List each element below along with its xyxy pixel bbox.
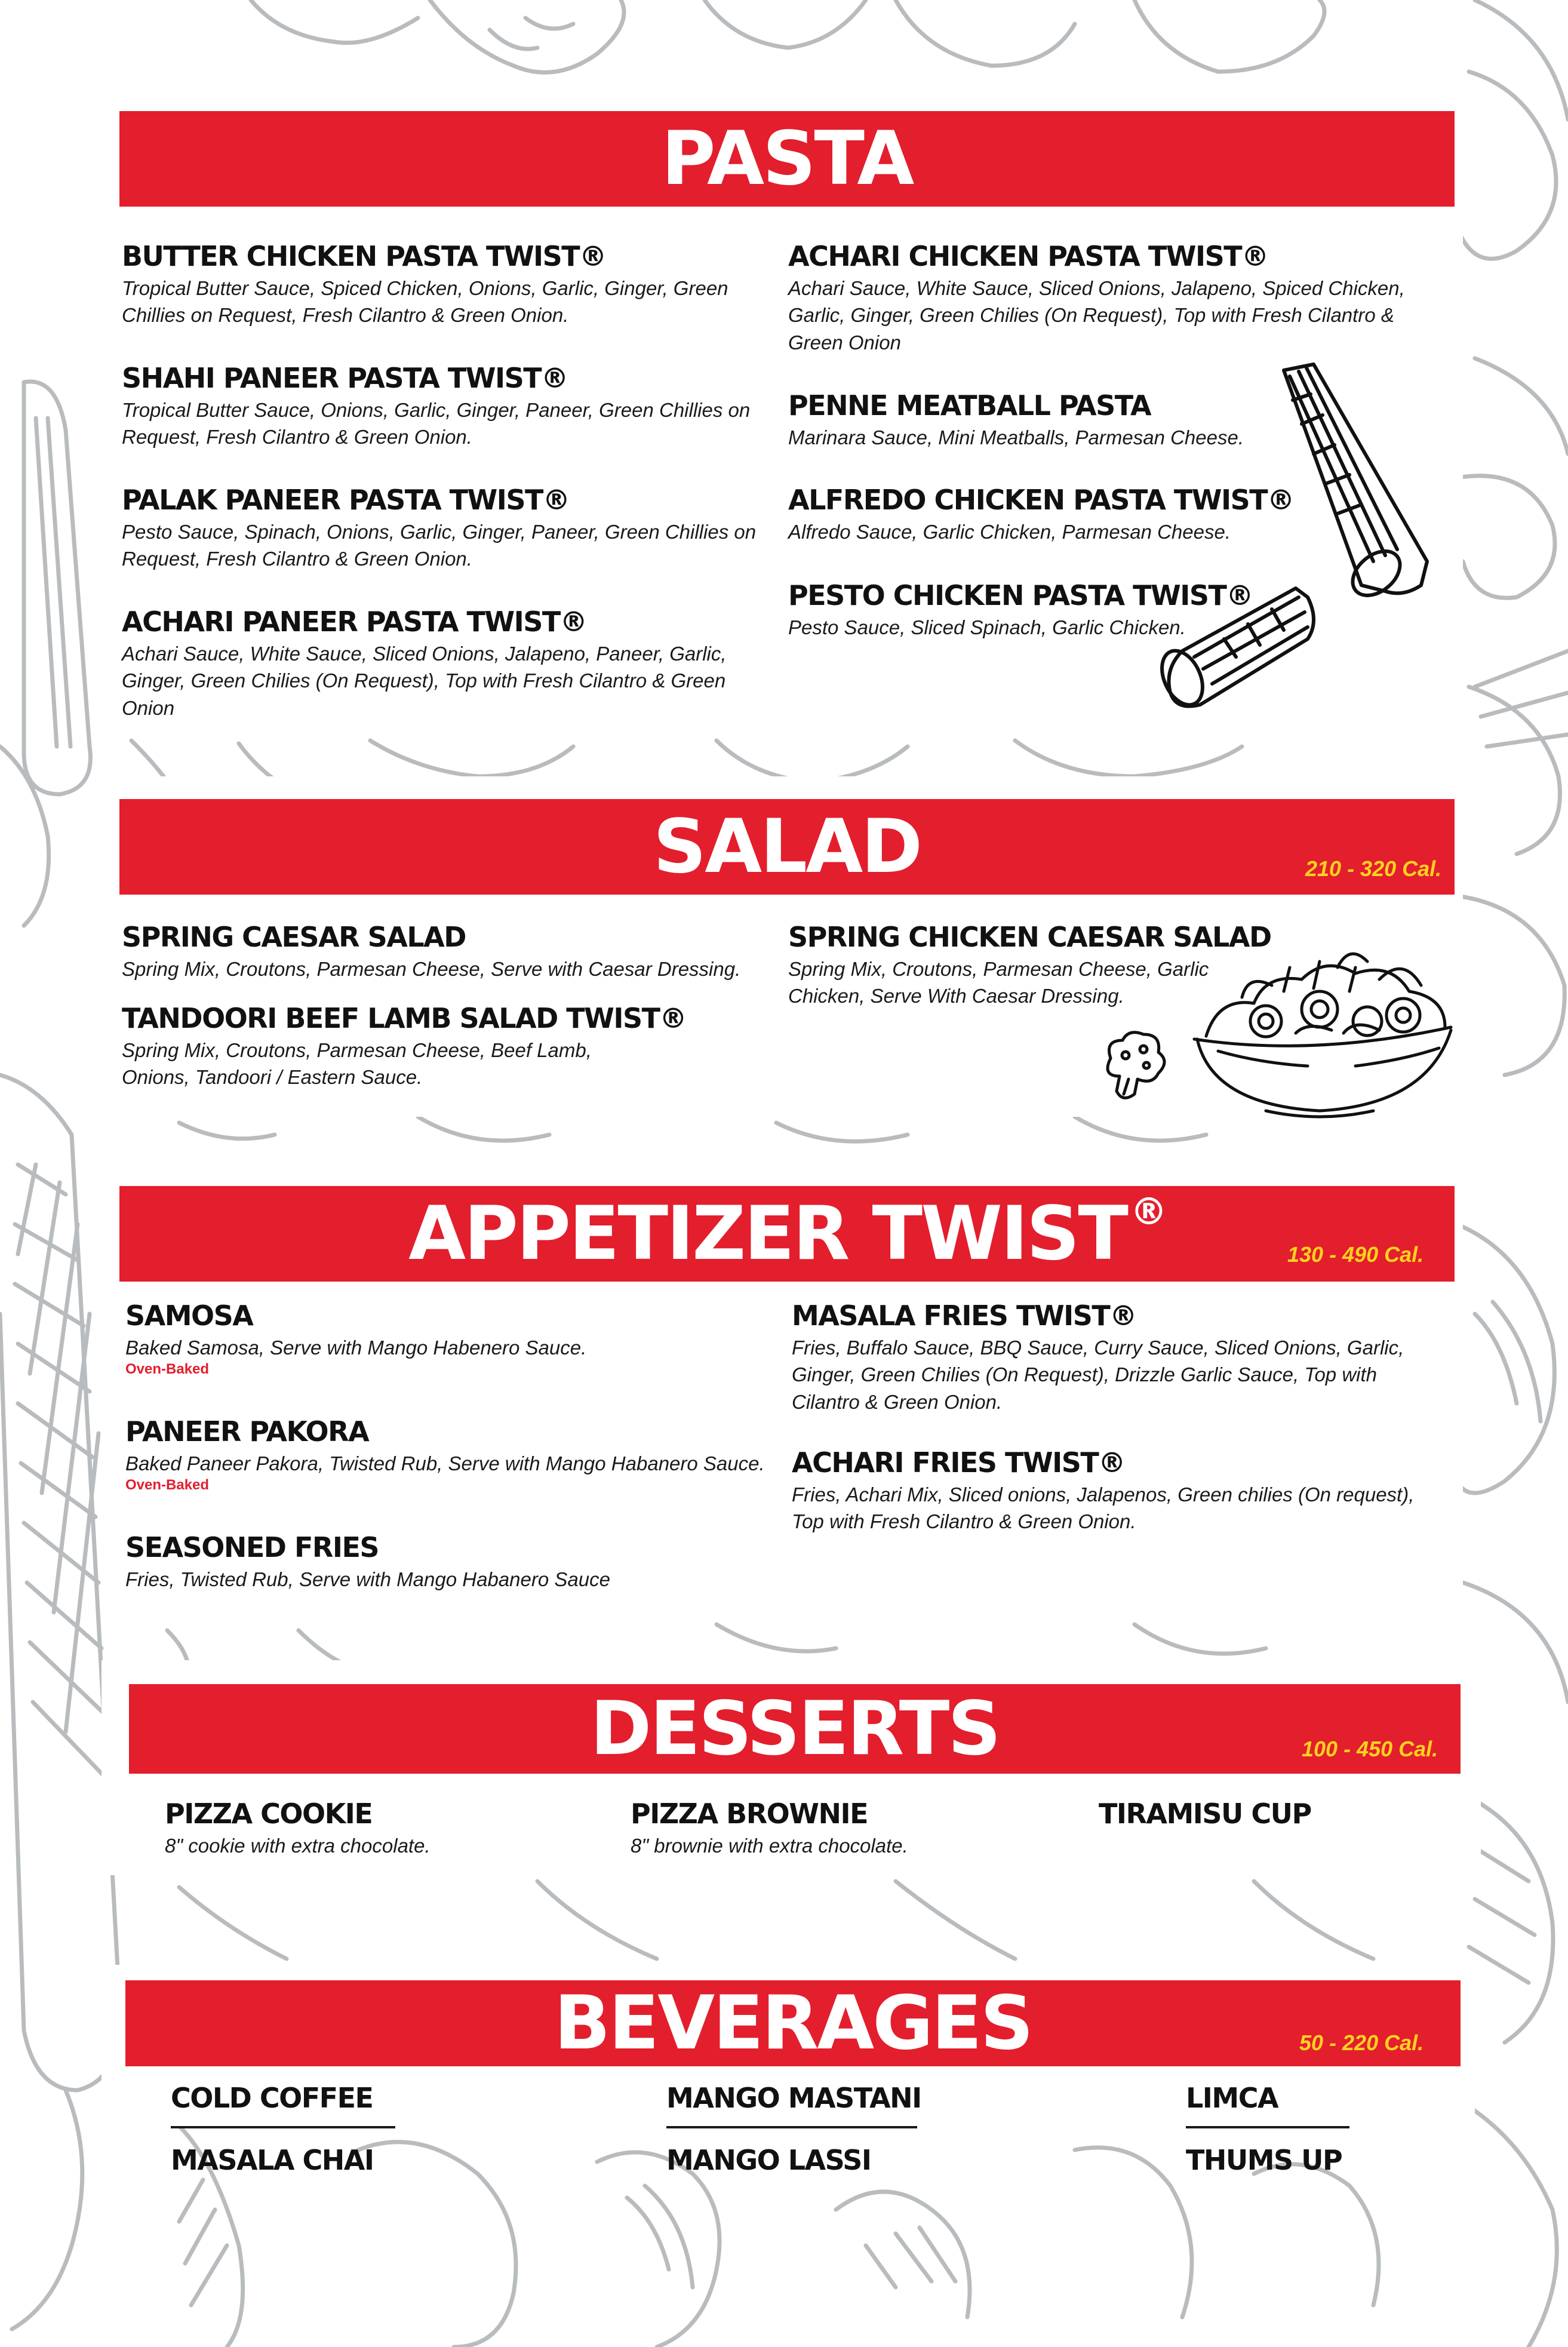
item-description: Pesto Sauce, Sliced Spinach, Garlic Chicken. [788,616,1186,638]
calorie-range: 210 - 320 Cal. [1305,856,1442,881]
item-name: SPRING CAESAR SALAD [122,921,466,953]
item-description: Fries, Achari Mix, Sliced onions, Jalapenos, Green chilies (On request), Top with Fresh Cilantro & Green Onion. [792,1483,1415,1533]
item-name: PENNE MEATBALL PASTA [788,389,1151,422]
item-name: ACHARI PANEER PASTA TWIST® [122,606,587,638]
penne-pasta-icon [1146,358,1445,729]
salad-banner [119,799,1455,895]
menu-item [1099,1799,1433,1830]
item-description: Tropical Butter Sauce, Onions, Garlic, Ginger, Paneer, Green Chillies on Request, Fresh Cilantro & Green Onion. [122,398,751,448]
menu-item [666,2145,871,2176]
item-name: THUMS UP [1186,2144,1342,2176]
section-title: DESSERTS [590,1686,1000,1772]
item-description: Marinara Sauce, Mini Meatballs, Parmesan Cheese. [788,426,1244,448]
menu-item [122,241,773,329]
menu-item [122,922,779,982]
beverages-banner [125,1980,1461,2066]
item-description: Alfredo Sauce, Garlic Chicken, Parmesan Cheese. [788,520,1231,543]
menu-item [125,1532,782,1593]
oven-baked-tag: Oven-Baked [125,1361,210,1378]
desserts-banner [129,1684,1461,1774]
item-name: SHAHI PANEER PASTA TWIST® [122,362,568,394]
section-title: SALAD [653,804,921,890]
item-description: Spring Mix, Croutons, Parmesan Cheese, Beef Lamb, Onions, Tandoori / Eastern Sauce. [122,1039,592,1089]
appetizer-banner [119,1186,1455,1282]
item-name: MANGO MASTANI [666,2082,921,2114]
item-description: Fries, Buffalo Sauce, BBQ Sauce, Curry Sauce, Sliced Onions, Garlic, Ginger, Green Chilies (On Request), Drizzle Garlic Sauce, Top with Cilantro & Green Onion. [792,1336,1404,1413]
item-name: MASALA CHAI [171,2144,374,2176]
item-description: 8" brownie with extra chocolate. [631,1834,908,1857]
menu-item [1186,2145,1342,2176]
menu-item [171,2145,374,2176]
menu-item [792,1448,1449,1535]
item-name: ALFREDO CHICKEN PASTA TWIST® [788,484,1294,516]
section-title: BEVERAGES [554,1980,1032,2066]
item-name: MANGO LASSI [666,2144,871,2176]
item-description: Spring Mix, Croutons, Parmesan Cheese, Serve with Caesar Dressing. [122,957,741,980]
oven-baked-tag: Oven-Baked [125,1477,210,1494]
menu-item [1186,2083,1278,2114]
divider [171,2126,395,2128]
section-title: PASTA [661,116,913,202]
item-description: Baked Samosa, Serve with Mango Habenero Sauce. [125,1336,587,1359]
item-name: TIRAMISU CUP [1099,1798,1311,1830]
menu-item [788,241,1433,356]
broccoli-icon [1087,1022,1176,1112]
calorie-range: 100 - 450 Cal. [1302,1737,1438,1761]
menu-item [792,1301,1449,1415]
item-description: Tropical Butter Sauce, Spiced Chicken, Onions, Garlic, Ginger, Green Chillies on Request, Fresh Cilantro & Green Onion. [122,277,728,327]
menu-item [122,1002,687,1091]
item-description: Achari Sauce, White Sauce, Sliced Onions, Jalapeno, Paneer, Garlic, Ginger, Green Chilies (On Request), Top with Fresh Cilantro & Green Onion [122,642,727,719]
item-name: ACHARI CHICKEN PASTA TWIST® [788,240,1268,272]
item-description: Spring Mix, Croutons, Parmesan Cheese, Garlic Chicken, Serve With Caesar Dressing. [788,957,1209,1007]
menu-item [122,607,779,721]
item-name: MASALA FRIES TWIST® [792,1300,1136,1332]
item-description: Pesto Sauce, Spinach, Onions, Garlic, Ginger, Paneer, Green Chillies on Request, Fresh Cilantro & Green Onion. [122,520,757,570]
item-description: Fries, Twisted Rub, Serve with Mango Habanero Sauce [125,1568,610,1590]
menu-item [125,1417,812,1494]
calorie-range: 130 - 490 Cal. [1287,1242,1424,1267]
item-name: PANEER PAKORA [125,1415,369,1448]
item-description: Baked Paneer Pakora, Twisted Rub, Serve with Mango Habanero Sauce. [125,1452,765,1474]
section-title: APPETIZER TWIST [408,1191,1127,1277]
menu-item [122,363,773,451]
menu-item [666,2083,921,2114]
item-name: LIMCA [1186,2082,1278,2114]
item-name: COLD COFFEE [171,2082,373,2114]
menu-item [165,1799,595,1859]
item-name: SAMOSA [125,1300,253,1332]
item-name: SPRING CHICKEN CAESAR SALAD [788,921,1271,953]
item-name: PIZZA BROWNIE [631,1798,868,1830]
item-name: BUTTER CHICKEN PASTA TWIST® [122,240,606,272]
menu-item [125,1301,782,1378]
item-name: SEASONED FRIES [125,1531,379,1563]
registered-mark: ® [1130,1189,1166,1233]
item-description: 8" cookie with extra chocolate. [165,1834,431,1857]
calorie-range: 50 - 220 Cal. [1299,2030,1424,2055]
menu-item [122,485,773,573]
item-name: ACHARI FRIES TWIST® [792,1446,1125,1479]
menu-item [631,1799,1060,1859]
divider [1186,2126,1349,2128]
item-name: PIZZA COOKIE [165,1798,373,1830]
item-name: PALAK PANEER PASTA TWIST® [122,484,570,516]
item-description: Achari Sauce, White Sauce, Sliced Onions, Jalapeno, Spiced Chicken, Garlic, Ginger, Green Chilies (On Request), Top with Fresh Cilantro & Green Onion [788,277,1405,354]
pasta-banner [119,111,1455,207]
divider [666,2126,917,2128]
item-name: PESTO CHICKEN PASTA TWIST® [788,579,1253,612]
item-name: TANDOORI BEEF LAMB SALAD TWIST® [122,1002,687,1034]
menu-item [171,2083,373,2114]
